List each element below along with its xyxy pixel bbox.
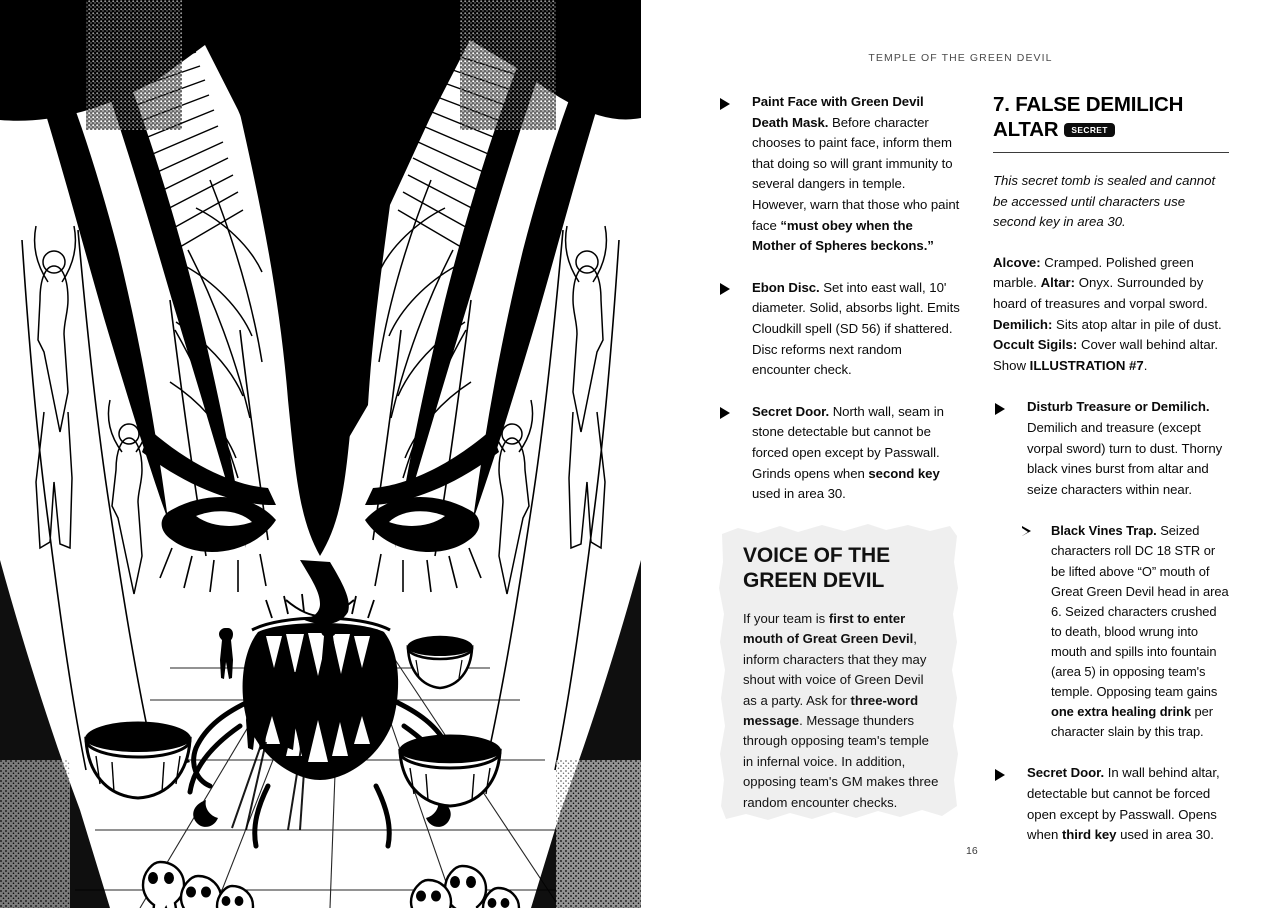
stat-text-alcove: Cramped. Polished green marble.	[993, 254, 1194, 291]
bullet-secret-door-left	[718, 402, 960, 505]
callout-bold-2: three-word message	[743, 692, 919, 729]
bullet-ebon-disc	[718, 278, 960, 381]
bullet-secret-door-right	[993, 763, 1229, 845]
triangle-bullet-icon	[720, 283, 730, 295]
bullet-emphasis: third key	[1061, 827, 1117, 843]
bullet-title: Secret Door.	[1027, 765, 1105, 781]
bullet-title: Black Vines Trap.	[1051, 523, 1157, 539]
bullet-body-tail: used in area 30.	[1116, 827, 1214, 843]
bullet-quote: “must obey when the Mother of Spheres beckons.”	[752, 217, 934, 254]
bullet-title: Secret Door.	[752, 403, 830, 419]
stat-text-occult-sigils: Cover wall behind altar.	[1077, 337, 1219, 353]
bullet-body: In wall behind altar, detectable but cannot be forced open except by Passwall. Opens when	[1027, 765, 1220, 843]
bullet-black-vines-trap	[1019, 521, 1229, 742]
bullet-emphasis: one extra healing drink	[1051, 704, 1191, 720]
bullet-body-tail: used in area 30.	[752, 486, 846, 502]
bullet-title: Paint Face with Green Devil Death Mask.	[752, 94, 924, 130]
bullet-title: Disturb Treasure or Demilich.	[1027, 399, 1210, 415]
callout-bold-1: first to enter mouth of Great Green Devil	[743, 611, 914, 647]
bullet-body-tail: per character slain by this trap.	[1051, 704, 1213, 740]
bullet-title: Ebon Disc.	[752, 279, 820, 295]
callout-voice-of-the-green-devil	[718, 518, 961, 830]
column-right	[993, 92, 1229, 846]
stat-tail-post: .	[1143, 357, 1148, 373]
section-rule	[993, 152, 1229, 153]
stat-label-occult-sigils: Occult Sigils:	[993, 337, 1078, 353]
text-page	[641, 0, 1280, 908]
bullet-paint-face	[718, 92, 960, 257]
column-left	[718, 92, 960, 505]
stat-label-demilich: Demilich:	[993, 316, 1053, 332]
secret-badge: SECRET	[1064, 123, 1114, 138]
triangle-bullet-icon	[720, 407, 730, 419]
callout-text-3: . Message thunders through opposing team's temple in infernal voice. In addition, opposing team's GM makes three random encounter checks.	[743, 713, 939, 810]
bullet-body: Before character chooses to paint face, inform them that doing so will grant immunity to several dangers in temple. However, warn that those who paint face	[752, 114, 960, 233]
stat-label-altar: Altar:	[1040, 275, 1076, 291]
bullet-body: Demilich and treasure (except vorpal sword) turn to dust. Thorny black vines burst from altar and seize characters within near.	[1027, 419, 1223, 497]
stat-tail-bold: ILLUSTRATION #7	[1029, 357, 1144, 373]
triangle-bullet-icon	[995, 403, 1005, 415]
bullet-emphasis: second key	[868, 465, 940, 481]
stat-tail-pre: Show	[993, 357, 1030, 373]
bullet-body: Set into east wall, 10' diameter. Solid, absorbs light. Emits Cloudkill spell (SD 56) if shattered. Disc reforms next random encounter check.	[752, 279, 960, 378]
hollow-triangle-bullet-icon	[1022, 526, 1030, 537]
bullet-body: North wall, seam in stone detectable but cannot be forced open except by Passwall. Grinds opens when	[752, 403, 944, 481]
triangle-bullet-icon	[995, 769, 1005, 781]
stat-block	[993, 253, 1229, 377]
callout-title: VOICE OF THE GREEN DEVIL	[743, 544, 890, 592]
callout-text-1: If your team is	[743, 611, 829, 626]
section-heading-text: 7. FALSE DEMILICH ALTAR	[993, 93, 1184, 141]
bullet-body: Seized characters roll DC 18 STR or be lifted above “O” mouth of Great Green Devil head in area 6. Seized characters crushed to death, blood wrung into mouth and spills into fountain (area 5) in opposing team's temple. Opposing team gains	[1051, 523, 1229, 700]
triangle-bullet-icon	[720, 98, 730, 110]
callout-text-2: , inform characters that they may shout with voice of Green Devil as a party. Ask for	[743, 631, 927, 708]
stat-text-altar: Onyx. Surrounded by hoard of treasures and vorpal sword.	[993, 275, 1208, 311]
stat-text-demilich: Sits atop altar in pile of dust.	[1052, 316, 1222, 332]
bullet-disturb-treasure	[993, 397, 1229, 500]
page-number: 16	[966, 845, 978, 857]
section-heading	[993, 92, 1229, 142]
callout-body	[743, 609, 939, 813]
stat-label-alcove: Alcove:	[993, 254, 1041, 270]
running-head: TEMPLE OF THE GREEN DEVIL	[868, 52, 1053, 64]
section-intro: This secret tomb is sealed and cannot be accessed until characters use second key in area 30.	[993, 173, 1216, 230]
